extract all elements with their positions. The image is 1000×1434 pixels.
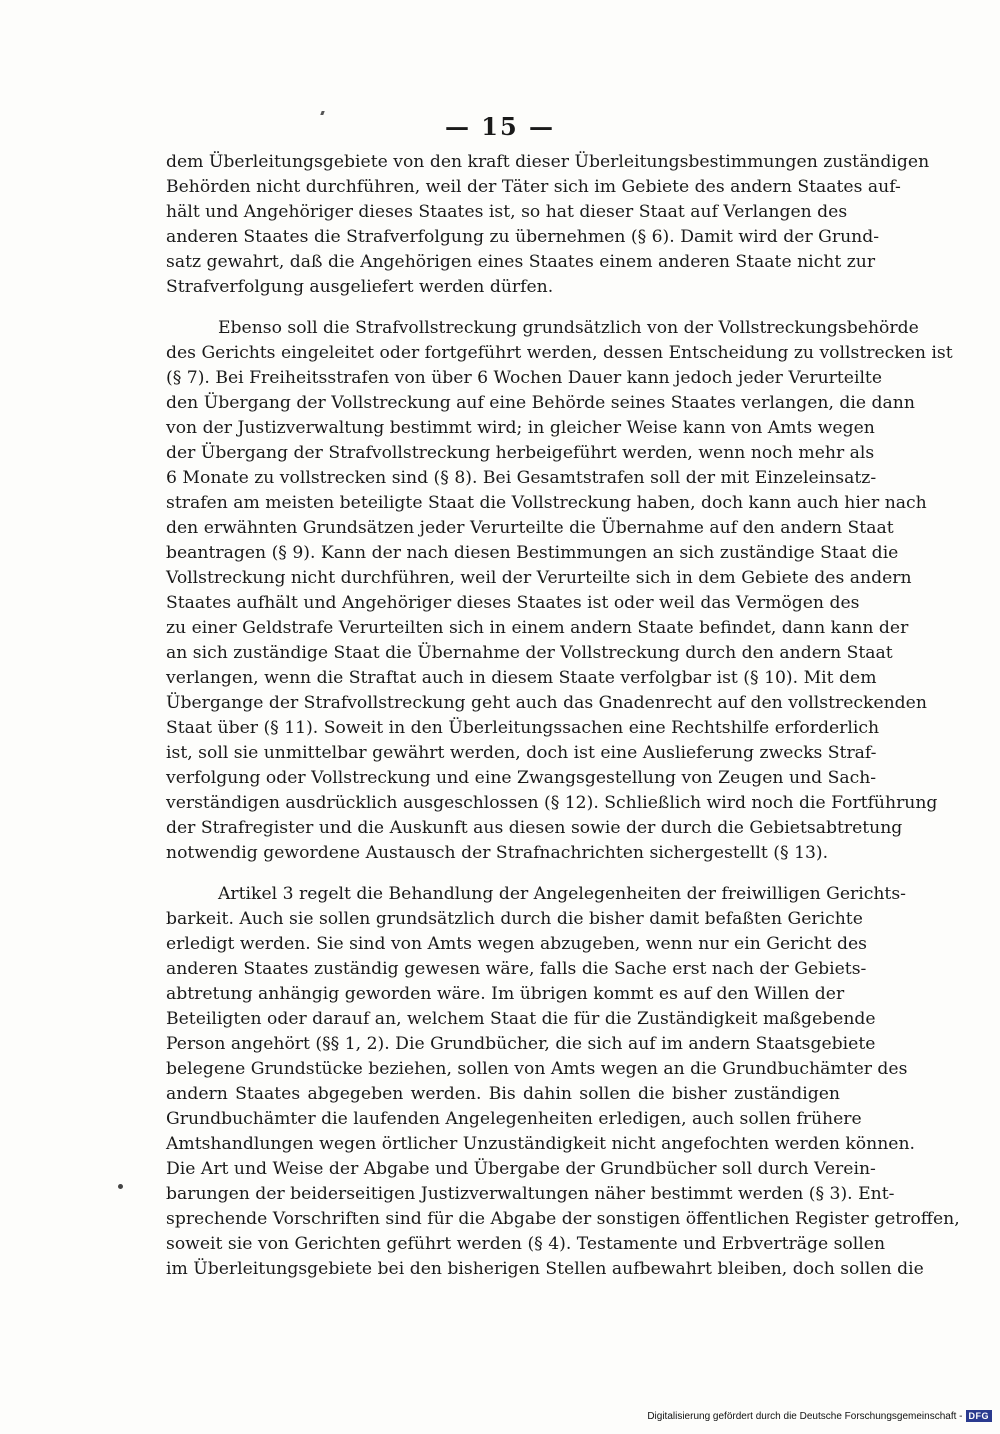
text-line: barkeit. Auch sie sollen grundsätzlich durch die bisher damit befaßten Gerichte	[166, 909, 863, 929]
text-line: Strafverfolgung ausgeliefert werden dürfen.	[166, 277, 554, 297]
text-line: barungen der beiderseitigen Justizverwaltungen näher bestimmt werden (§ 3). Ent-	[166, 1184, 895, 1204]
text-line: (§ 7). Bei Freiheitsstrafen von über 6 Wochen Dauer kann jedoch jeder Verurteilte	[166, 368, 883, 388]
ink-spot	[118, 1184, 123, 1189]
text-line: satz gewahrt, daß die Angehörigen eines Staates einem anderen Staate nicht zur	[166, 252, 876, 272]
text-line: Amtshandlungen wegen örtlicher Unzuständigkeit nicht angefochten werden können.	[166, 1134, 915, 1154]
text-line: sprechende Vorschriften sind für die Abgabe der sonstigen öffentlichen Register getroffen,	[166, 1209, 960, 1229]
footer-text: Digitalisierung gefördert durch die Deutsche Forschungsgemeinschaft -	[647, 1410, 963, 1422]
text-line: anderen Staates die Strafverfolgung zu übernehmen (§ 6). Damit wird der Grund-	[166, 227, 880, 247]
text-line: von der Justizverwaltung bestimmt wird; in gleicher Weise kann von Amts wegen	[166, 418, 875, 438]
text-line: anderen Staates zuständig gewesen wäre, falls die Sache erst nach der Gebiets-	[166, 959, 867, 979]
text-line: verlangen, wenn die Straftat auch in diesem Staate verfolgbar ist (§ 10). Mit dem	[166, 668, 877, 688]
text-line: Behörden nicht durchführen, weil der Täter sich im Gebiete des andern Staates auf-	[166, 177, 901, 197]
text-line: verfolgung oder Vollstreckung und eine Zwangsgestellung von Zeugen und Sach-	[166, 768, 877, 788]
text-line: erledigt werden. Sie sind von Amts wegen abzugeben, wenn nur ein Gericht des	[166, 934, 867, 954]
text-line: soweit sie von Gerichten geführt werden (§ 4). Testamente und Erbverträge sollen	[166, 1234, 886, 1254]
text-line: beantragen (§ 9). Kann der nach diesen Bestimmungen an sich zuständige Staat die	[166, 543, 899, 563]
text-line: Person angehört (§§ 1, 2). Die Grundbücher, die sich auf im andern Staatsgebiete	[166, 1034, 876, 1054]
text-line: im Überleitungsgebiete bei den bisherigen Stellen aufbewahrt bleiben, doch sollen die	[166, 1259, 924, 1279]
dfg-logo: DFG	[966, 1410, 993, 1422]
text-line: Staat über (§ 11). Soweit in den Überleitungssachen eine Rechtshilfe erforderlich	[166, 718, 880, 738]
text-line: Die Art und Weise der Abgabe und Übergabe der Grundbücher soll durch Verein-	[166, 1159, 876, 1179]
digitization-footer	[647, 1410, 992, 1422]
text-line: den Übergang der Vollstreckung auf eine Behörde seines Staates verlangen, die dann	[166, 393, 915, 413]
text-line: Staates aufhält und Angehöriger dieses Staates ist oder weil das Vermögen des	[166, 593, 860, 613]
text-line: der Übergang der Strafvollstreckung herbeigeführt werden, wenn noch mehr als	[166, 443, 875, 463]
text-line: andern Staates abgegeben werden. Bis dahin sollen die bisher zuständigen	[166, 1084, 840, 1104]
text-line: abtretung anhängig geworden wäre. Im übrigen kommt es auf den Willen der	[166, 984, 845, 1004]
text-line: dem Überleitungsgebiete von den kraft dieser Überleitungsbestimmungen zuständigen	[166, 152, 930, 172]
paragraph-3	[166, 882, 960, 1282]
text-line: des Gerichts eingeleitet oder fortgeführt werden, dessen Entscheidung zu vollstrecken ist	[166, 343, 953, 363]
text-line: Vollstreckung nicht durchführen, weil der Verurteilte sich in dem Gebiete des andern	[166, 568, 912, 588]
text-line: Artikel 3 regelt die Behandlung der Angelegenheiten der freiwilligen Gerichts-	[218, 884, 906, 904]
text-line: hält und Angehöriger dieses Staates ist, so hat dieser Staat auf Verlangen des	[166, 202, 848, 222]
text-line: Übergange der Strafvollstreckung geht auch das Gnadenrecht auf den vollstreckenden	[166, 693, 927, 713]
text-line: ist, soll sie unmittelbar gewährt werden, doch ist eine Auslieferung zwecks Straf-	[166, 743, 877, 763]
text-line: Grundbuchämter die laufenden Angelegenheiten erledigen, auch sollen frühere	[166, 1109, 862, 1129]
text-line: verständigen ausdrücklich ausgeschlossen (§ 12). Schließlich wird noch die Fortführung	[166, 793, 938, 813]
text-line: Ebenso soll die Strafvollstreckung grundsätzlich von der Vollstreckungsbehörde	[218, 318, 919, 338]
text-line: 6 Monate zu vollstrecken sind (§ 8). Bei Gesamtstrafen soll der mit Einzeleinsatz-	[166, 468, 877, 488]
text-line: notwendig gewordene Austausch der Strafnachrichten sichergestellt (§ 13).	[166, 843, 829, 863]
text-line: zu einer Geldstrafe Verurteilten sich in einem andern Staate befindet, dann kann der	[166, 618, 909, 638]
text-line: an sich zuständige Staat die Übernahme der Vollstreckung durch den andern Staat	[166, 643, 893, 663]
body-text	[166, 150, 960, 1282]
text-line: strafen am meisten beteiligte Staat die Vollstreckung haben, doch kann auch hier nach	[166, 493, 927, 513]
text-line: Beteiligten oder darauf an, welchem Staat die für die Zuständigkeit maßgebende	[166, 1009, 876, 1029]
text-line: der Strafregister und die Auskunft aus diesen sowie der durch die Gebietsabtretung	[166, 818, 903, 838]
paragraph-1	[166, 150, 930, 300]
text-line: belegene Grundstücke beziehen, sollen von Amts wegen an die Grundbuchämter des	[166, 1059, 908, 1079]
text-line: den erwähnten Grundsätzen jeder Verurteilte die Übernahme auf den andern Staat	[166, 518, 894, 538]
paragraph-2	[166, 316, 953, 866]
page-number: — 15 —	[444, 112, 556, 141]
